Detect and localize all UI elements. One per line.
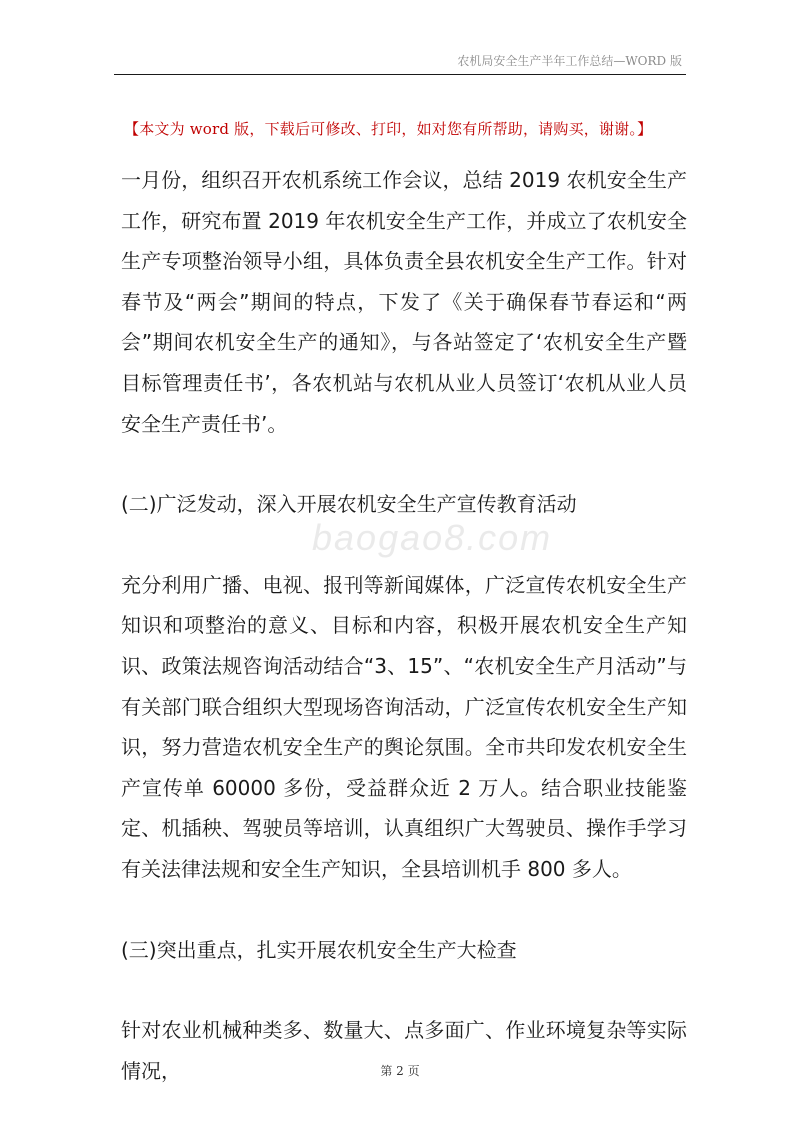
paragraph: 针对农业机械种类多、数量大、点多面广、作业环境复杂等实际情况， (121, 1018, 687, 1083)
paragraph: 充分利用广播、电视、报刊等新闻媒体，广泛宣传农机安全生产知识和项整治的意义、目标和内容，积极开展农机安全生产知识、政策法规咨询活动结合“3、15”、“农机安全生产月活动”与有关部门联合组织大型现场咨询活动，广泛宣传农机安全生产知识，努力营造农机安全生产的舆论氛围。全市共印发农机安全生产宣传单 60000 多份，受益群众近 2 万人。结合职业技能鉴定、机插秧、驾驶员等培训，认真组织广大驾驶员、操作手学习有关法律法规和安全生产知识，全县培训机手 800 多人。 (121, 572, 687, 881)
page-number: 第 2 页 (380, 1064, 420, 1078)
purchase-notice: 【本文为 word 版，下载后可修改、打印，如对您有所帮助，请购买，谢谢。】 (124, 120, 653, 138)
header-divider (114, 74, 686, 75)
paragraph: 一月份，组织召开农机系统工作会议，总结 2019 农机安全生产工作，研究布置 2019 年农机安全生产工作，并成立了农机安全生产专项整治领导小组，具体负责全县农机安全生产工作。针对春节及“两会”期间的特点，下发了《关于确保春节春运和“两会”期间农机安全生产的通知》，与各站签定了‘农机安全生产暨目标管理责任书’，各农机站与农机从业人员签订‘农机从业人员安全生产责任书’。 (121, 168, 687, 436)
watermark: baogao8.com (312, 517, 553, 558)
running-header: 农机局安全生产半年工作总结—WORD 版 (457, 54, 682, 68)
document-body (121, 160, 687, 1091)
section-heading: (三)突出重点，扎实开展农机安全生产大检查 (121, 937, 517, 962)
section-heading: (二)广泛发动，深入开展农机安全生产宣传教育活动 (121, 492, 577, 517)
